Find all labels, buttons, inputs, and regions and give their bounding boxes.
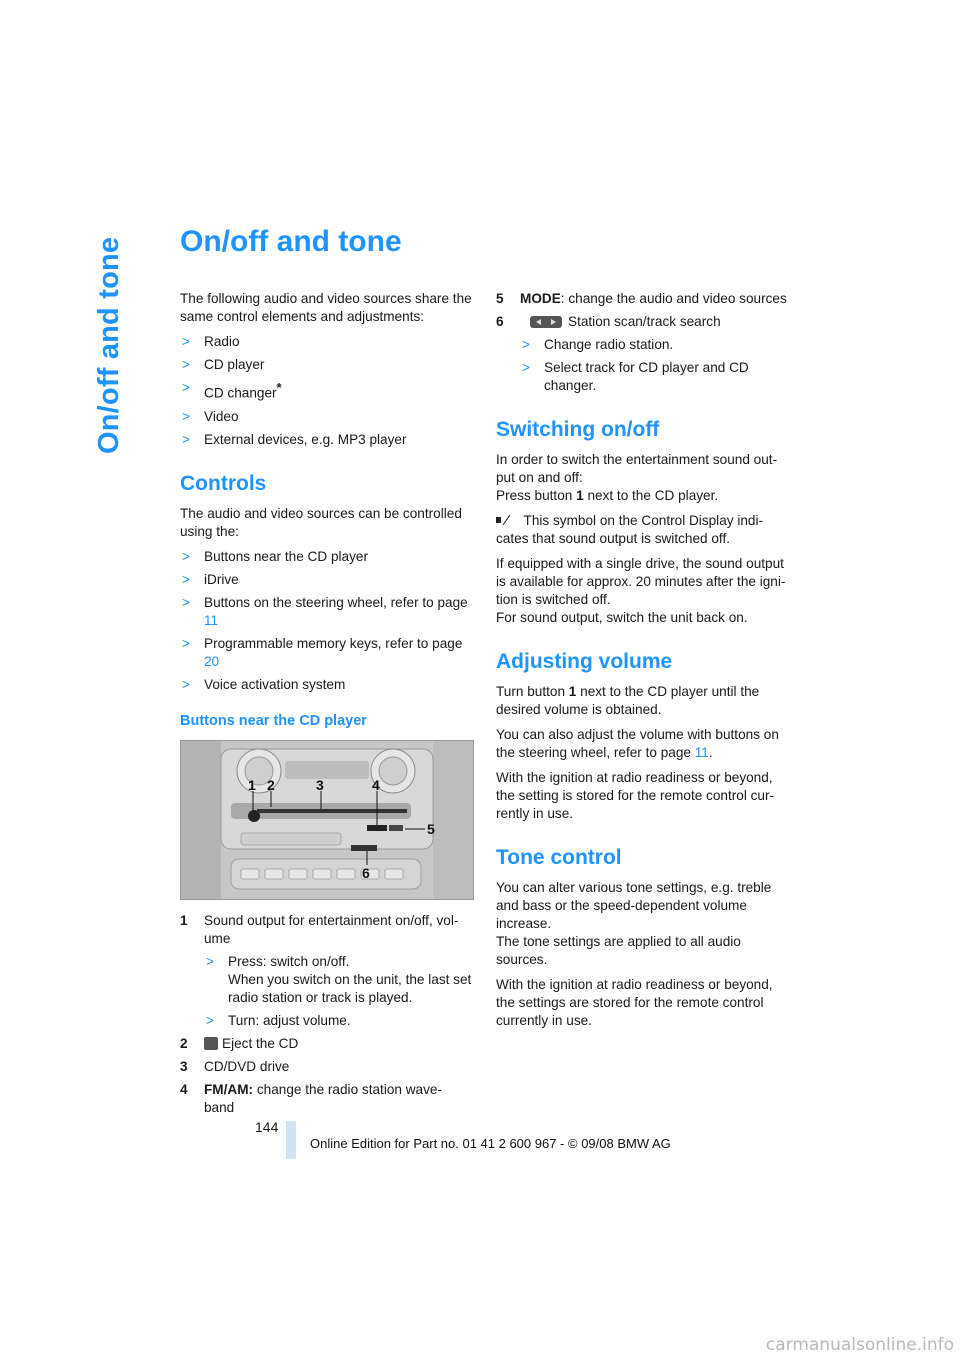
paragraph-text: If equipped with a single drive, the sound output is available for approx. 20 minutes after the igni-tion is switched off.: [496, 556, 786, 607]
tone-paragraph-1: [496, 879, 792, 969]
eject-icon: [204, 1037, 218, 1050]
item-3: [180, 1058, 472, 1076]
figure-label: 2: [267, 776, 275, 793]
item-1: [180, 912, 472, 1030]
item-keyword: FM/AM:: [204, 1081, 254, 1097]
paragraph-text: This symbol on the Control Display indi-cates that sound output is switched off.: [496, 513, 764, 546]
button-number: 1: [576, 488, 584, 503]
list-item: > External devices, e.g. MP3 player: [180, 431, 472, 449]
item-6-sublist: [496, 336, 792, 395]
item-4: [180, 1081, 472, 1117]
page-link-11[interactable]: 11: [694, 745, 709, 760]
item-5: [496, 290, 792, 308]
item-number: 6: [496, 314, 504, 329]
page-number: 144: [255, 1119, 279, 1135]
list-item: [204, 953, 472, 1007]
page-title: On/off and tone: [180, 225, 402, 258]
button-number: 1: [568, 684, 577, 699]
paragraph-text: You can alter various tone settings, e.g. treble and bass or the speed-dependent volume increase.: [496, 880, 772, 931]
figure-label: 3: [316, 776, 324, 793]
intro-paragraph: The following audio and video sources share the same control elements and adjustments:: [180, 291, 472, 324]
paragraph-text: next to the CD player.: [583, 488, 719, 503]
list-item: > Turn: adjust volume.: [204, 1012, 472, 1030]
cd-player-figure: [180, 740, 474, 900]
item-number: 4: [180, 1081, 188, 1097]
item-2: [180, 1035, 472, 1053]
volume-paragraph-1: [496, 683, 792, 719]
tone-paragraph-2: With the ignition at radio readiness or beyond, the settings are stored for the remote control currently in use.: [496, 977, 773, 1028]
volume-paragraph-2: [496, 726, 792, 762]
sidebar-tab: [92, 228, 152, 458]
right-column: [496, 290, 792, 1037]
section-heading-tone: Tone control: [496, 846, 622, 869]
figure-label: 5: [427, 820, 435, 837]
list-item: [180, 594, 472, 630]
list-item-text: Programmable memory keys, refer to page: [204, 635, 463, 651]
list-item: > CD player: [180, 356, 472, 374]
switching-paragraph-2: [496, 512, 792, 548]
item-number: 5: [496, 291, 504, 306]
list-item: > Select track for CD player and CD changer.: [520, 359, 792, 395]
switching-paragraph-1: [496, 451, 792, 505]
paragraph-text: The tone settings are applied to all audio sources.: [496, 934, 741, 967]
item-number: 1: [180, 912, 188, 928]
sound-off-icon: [496, 514, 520, 526]
seek-buttons-icon: [530, 316, 562, 328]
paragraph-text: next to the CD player until the desired volume is obtained.: [496, 684, 760, 717]
section-heading-switching: Switching on/off: [496, 418, 660, 441]
controls-list: [180, 548, 472, 694]
controls-intro: The audio and video sources can be controlled using the:: [180, 505, 462, 539]
sidebar-tab-label: On/off and tone: [93, 236, 125, 454]
item-6: [496, 313, 792, 395]
item-text: change the radio station wave-band: [204, 1081, 442, 1115]
page-link-20[interactable]: 20: [204, 653, 220, 669]
optional-equipment-star: *: [276, 380, 282, 395]
left-column: [180, 290, 472, 1122]
list-item: > iDrive: [180, 571, 472, 589]
paragraph-text: For sound output, switch the unit back on.: [496, 610, 748, 625]
sources-list: [180, 333, 472, 449]
item-number: 3: [180, 1058, 188, 1074]
footer-accent-bar: [286, 1121, 296, 1159]
item-text: Eject the CD: [222, 1035, 299, 1051]
figure-label: 6: [362, 864, 370, 881]
paragraph-text: Turn button: [496, 684, 569, 699]
section-heading-controls: Controls: [180, 471, 267, 495]
footer-edition-text: Online Edition for Part no. 01 41 2 600 967 - © 09/08 BMW AG: [310, 1136, 671, 1151]
paragraph-text: .: [708, 745, 713, 760]
list-item: > Buttons near the CD player: [180, 548, 472, 566]
figure-label: 4: [372, 776, 380, 793]
page-link-11[interactable]: 11: [204, 612, 219, 628]
list-item-text: When you switch on the unit, the last set radio station or track is played.: [228, 971, 472, 1005]
item-text: CD/DVD drive: [204, 1058, 290, 1074]
item-number: 2: [180, 1035, 188, 1051]
item-text: : change the audio and video sources: [560, 291, 787, 306]
item-1-sublist: [204, 953, 472, 1030]
paragraph-text: In order to switch the entertainment sound out-put on and off:: [496, 452, 778, 485]
watermark: carmanualsonline.info: [765, 1335, 954, 1355]
list-item: > Change radio station.: [520, 336, 792, 354]
switching-paragraph-3: [496, 555, 792, 627]
list-item: > Video: [180, 408, 472, 426]
list-item: > Voice activation system: [180, 676, 472, 694]
item-keyword: MODE: [520, 291, 561, 306]
list-item: [180, 635, 472, 671]
subsection-heading-buttons: Buttons near the CD player: [180, 712, 367, 729]
cd-player-illustration: [181, 741, 473, 899]
list-item: > Radio: [180, 333, 472, 351]
paragraph-text: You can also adjust the volume with buttons on the steering wheel, refer to page: [496, 727, 779, 760]
volume-paragraph-3: With the ignition at radio readiness or beyond, the setting is stored for the remote control cur-rently in use.: [496, 770, 775, 821]
item-text: Sound output for entertainment on/off, vol-ume: [204, 912, 459, 946]
figure-label: 1: [248, 776, 256, 793]
list-item-text: Press: switch on/off.: [228, 953, 350, 969]
list-item-text: CD changer: [204, 385, 277, 401]
section-heading-volume: Adjusting volume: [496, 650, 673, 673]
list-item-text: Buttons on the steering wheel, refer to page: [204, 594, 468, 610]
item-text: Station scan/track search: [568, 314, 721, 329]
paragraph-text: Press button: [496, 488, 577, 503]
list-item: [180, 379, 472, 403]
